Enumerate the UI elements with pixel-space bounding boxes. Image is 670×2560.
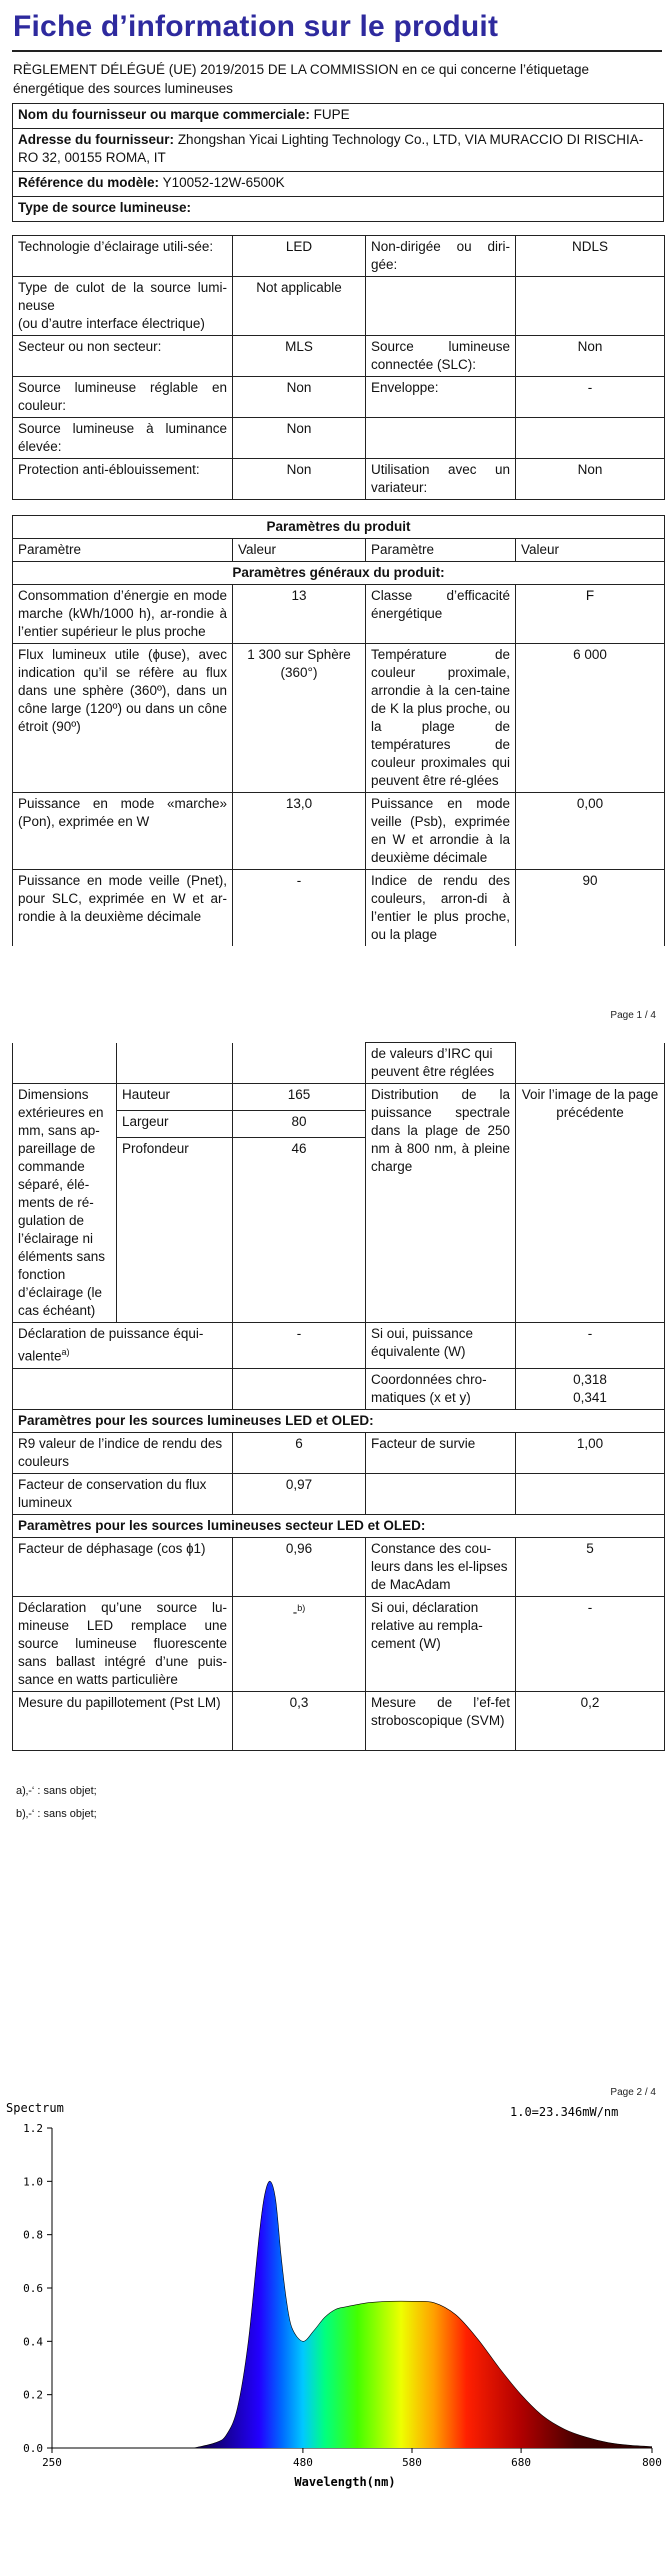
- type-label: Secteur ou non secteur:: [13, 336, 233, 377]
- product-params-header: Paramètres du produit: [13, 516, 665, 539]
- dimensions-label: Dimensions extérieures en mm, sans ap-pareillage de commande séparé, élé-ments de ré-gulation de l’éclairage ni éléments sans fonction d’éclairage (le cas échéant): [13, 1084, 117, 1323]
- type-value-2: Non: [516, 336, 665, 377]
- dim-name-height: Hauteur: [117, 1084, 233, 1111]
- type-row: [13, 418, 665, 459]
- general-row: [13, 644, 665, 793]
- chroma-x: 0,318: [573, 1371, 607, 1387]
- phase-value: 0,96: [233, 1537, 366, 1596]
- cri-range-continued: de valeurs d’IRC qui peuvent être réglées: [366, 1043, 516, 1084]
- model-value: Y10052-12W-6500K: [162, 175, 285, 190]
- y-tick-label: 0.2: [23, 2388, 43, 2402]
- replace-label: Déclaration qu’une source lu-mineuse LED remplace une source lumineuse fluorescente sans ballast intégré d’une puis-sance en watts particulière: [13, 1596, 233, 1691]
- x-tick-label: 580: [402, 2456, 422, 2469]
- general-value-2: 6 000: [516, 644, 665, 793]
- y-tick-label: 1.0: [23, 2175, 43, 2189]
- replace-w-value: -: [516, 1596, 665, 1691]
- y-tick-label: 0.6: [23, 2282, 43, 2295]
- maint-value: 0,97: [233, 1473, 366, 1514]
- dim-name-width: Largeur: [117, 1111, 233, 1138]
- footnote-a: a)‚-‘ : sans objet;: [16, 1785, 97, 1797]
- type-label: Protection anti-éblouissement:: [13, 459, 233, 500]
- equiv-sup: a): [61, 1347, 70, 1357]
- equiv-w-label: Si oui, puissance équivalente (W): [366, 1323, 516, 1369]
- replace-sup: b): [297, 1602, 306, 1613]
- type-label: Type de culot de la source lumi-neuse (ou d’autre interface électrique): [13, 277, 233, 336]
- general-value: -: [233, 870, 366, 947]
- type-value: Non: [233, 459, 366, 500]
- model-label: Référence du modèle:: [18, 175, 160, 190]
- equiv-value: -: [233, 1323, 366, 1369]
- type-label-2: Enveloppe:: [366, 377, 516, 418]
- general-label: Puissance en mode veille (Pnet), pour SLC, exprimée en W et ar-rondie à la deuxième décimale: [13, 870, 233, 947]
- general-label-2: Température de couleur proximale, arrondie à la cen-taine de K la plus proche, ou la plage de températures de couleur proximales qui peuvent être ré-glées: [366, 644, 516, 793]
- y-tick-label: 0.4: [23, 2335, 43, 2349]
- type-value: Not applicable: [233, 277, 366, 336]
- spectral-label: Distribution de la puissance spectrale dans la plage de 250 nm à 800 nm, à pleine charge: [366, 1084, 516, 1323]
- spectrum-area: [194, 2181, 652, 2448]
- page-number-2: Page 2 / 4: [610, 2087, 656, 2098]
- col-param-2: Paramètre: [366, 539, 516, 562]
- chart-title: Spectrum: [6, 2101, 64, 2115]
- r9-label: R9 valeur de l’indice de rendu des couleurs: [13, 1432, 233, 1473]
- chroma-label: Coordonnées chro-matiques (x et y): [366, 1368, 516, 1409]
- equiv-label: Déclaration de puissance équi-valente: [18, 1326, 204, 1364]
- replace-value-cell: [233, 1596, 366, 1691]
- col-value: Valeur: [233, 539, 366, 562]
- led-oled-header: Paramètres pour les sources lumineuses LED et OLED:: [13, 1409, 665, 1432]
- general-label-2: Puissance en mode veille (Psb), exprimée en W et arrondie à la deuxième décimale: [366, 793, 516, 870]
- chroma-y: 0,341: [573, 1389, 607, 1405]
- title-rule: [12, 50, 662, 52]
- type-value: Non: [233, 418, 366, 459]
- x-tick-label: 250: [42, 2456, 62, 2469]
- y-tick-label: 0.8: [23, 2228, 43, 2242]
- address-value: Zhongshan Yicai Lighting Technology Co., LTD, VIA MURACCIO DI RISCHIA-RO 32, 00155 ROMA, IT: [18, 132, 644, 165]
- type-label-2: [366, 277, 516, 336]
- dim-value-height: 165: [233, 1084, 366, 1111]
- dim-value-width: 80: [233, 1111, 366, 1138]
- dim-value-depth: 46: [233, 1138, 366, 1323]
- general-value-2: 0,00: [516, 793, 665, 870]
- phase-label: Facteur de déphasage (cos ɸ1): [13, 1537, 233, 1596]
- general-label: Puissance en mode «marche» (Pon), exprimée en W: [13, 793, 233, 870]
- general-row: [13, 793, 665, 870]
- type-label: Source lumineuse réglable en couleur:: [13, 377, 233, 418]
- x-axis-label: Wavelength(nm): [294, 2475, 396, 2489]
- type-row: [13, 236, 665, 277]
- supplier-table: [12, 103, 664, 222]
- col-param: Paramètre: [13, 539, 233, 562]
- general-value-2: F: [516, 585, 665, 644]
- x-tick-label: 680: [511, 2456, 532, 2469]
- type-label-2: [366, 418, 516, 459]
- type-label-2: Source lumineuse connectée (SLC):: [366, 336, 516, 377]
- y-tick-label: 1.2: [23, 2122, 43, 2135]
- supplier-label: Nom du fournisseur ou marque commerciale:: [18, 107, 310, 122]
- survival-label: Facteur de survie: [366, 1432, 516, 1473]
- r9-value: 6: [233, 1432, 366, 1473]
- maint-label: Facteur de conservation du flux lumineux: [13, 1473, 233, 1514]
- mains-header: Paramètres pour les sources lumineuses secteur LED et OLED:: [13, 1514, 665, 1537]
- macadam-label: Constance des cou-leurs dans les el-lipses de MacAdam: [366, 1537, 516, 1596]
- general-row: [13, 870, 665, 947]
- equiv-w-value: -: [516, 1323, 665, 1369]
- general-params-header: Paramètres généraux du produit:: [13, 562, 665, 585]
- macadam-value: 5: [516, 1537, 665, 1596]
- x-tick-label: 480: [292, 2456, 313, 2469]
- address-label: Adresse du fournisseur:: [18, 132, 175, 147]
- type-label-2: Utilisation avec un variateur:: [366, 459, 516, 500]
- general-label-2: Classe d’efficacité énergétique: [366, 585, 516, 644]
- col-value-2: Valeur: [516, 539, 665, 562]
- footnote-b: b)‚-‘ : sans objet;: [16, 1808, 97, 1820]
- dim-name-depth: Profondeur: [117, 1138, 233, 1323]
- survival-value: 1,00: [516, 1432, 665, 1473]
- svm-label: Mesure de l’ef-fet stroboscopique (SVM): [366, 1691, 516, 1750]
- replace-w-label: Si oui, déclaration relative au rempla-cement (W): [366, 1596, 516, 1691]
- general-value-2: 90: [516, 870, 665, 947]
- type-label-2: Non-dirigée ou diri-gée:: [366, 236, 516, 277]
- type-row: [13, 277, 665, 336]
- type-value-2: [516, 418, 665, 459]
- flicker-label: Mesure du papillotement (Pst LM): [13, 1691, 233, 1750]
- type-label: Technologie d’éclairage utili-sée:: [13, 236, 233, 277]
- type-value: LED: [233, 236, 366, 277]
- general-label-2: Indice de rendu des couleurs, arron-di à l’entier le plus proche, ou la plage: [366, 870, 516, 947]
- y-tick-label: 0.0: [23, 2442, 43, 2455]
- type-row: [13, 459, 665, 500]
- chart-annotation: 1.0=23.346mW/nm: [510, 2105, 619, 2119]
- type-row: [13, 336, 665, 377]
- type-table: [12, 235, 665, 500]
- supplier-value: FUPE: [313, 107, 350, 122]
- type-label: Source lumineuse à luminance élevée:: [13, 418, 233, 459]
- flicker-value: 0,3: [233, 1691, 366, 1750]
- general-params-table: [12, 515, 665, 946]
- regulation-text: RÈGLEMENT DÉLÉGUÉ (UE) 2019/2015 DE LA COMMISSION en ce qui concerne l’étiquetage énergétique des sources lumineuses: [13, 62, 590, 96]
- type-row: [13, 377, 665, 418]
- general-label: Consommation d’énergie en mode marche (kWh/1000 h), ar-rondie à l’entier supérieur le plus proche: [13, 585, 233, 644]
- replace-value: -: [292, 1604, 298, 1619]
- type-value-2: [516, 277, 665, 336]
- spectral-value: Voir l’image de la page précédente: [516, 1084, 665, 1323]
- type-value: MLS: [233, 336, 366, 377]
- general-value: 1 300 sur Sphère (360°): [233, 644, 366, 793]
- page-title: Fiche d’information sur le produit: [13, 10, 499, 43]
- page-number-1: Page 1 / 4: [610, 1010, 656, 1021]
- type-value: Non: [233, 377, 366, 418]
- general-value: 13: [233, 585, 366, 644]
- type-value-2: Non: [516, 459, 665, 500]
- type-header: Type de source lumineuse:: [13, 197, 664, 222]
- page2-table: [12, 1042, 665, 1751]
- general-label: Flux lumineux utile (ɸuse), avec indication qu’il se réfère au flux dans une sphère (360º), dans un cône large (120º) ou dans un cône étroit (90º): [13, 644, 233, 793]
- x-tick-label: 800: [642, 2456, 662, 2469]
- type-value-2: NDLS: [516, 236, 665, 277]
- type-value-2: -: [516, 377, 665, 418]
- spectrum-chart: [0, 2100, 670, 2500]
- svm-value: 0,2: [516, 1691, 665, 1750]
- general-row: [13, 585, 665, 644]
- equiv-label-cell: [13, 1323, 233, 1369]
- general-value: 13,0: [233, 793, 366, 870]
